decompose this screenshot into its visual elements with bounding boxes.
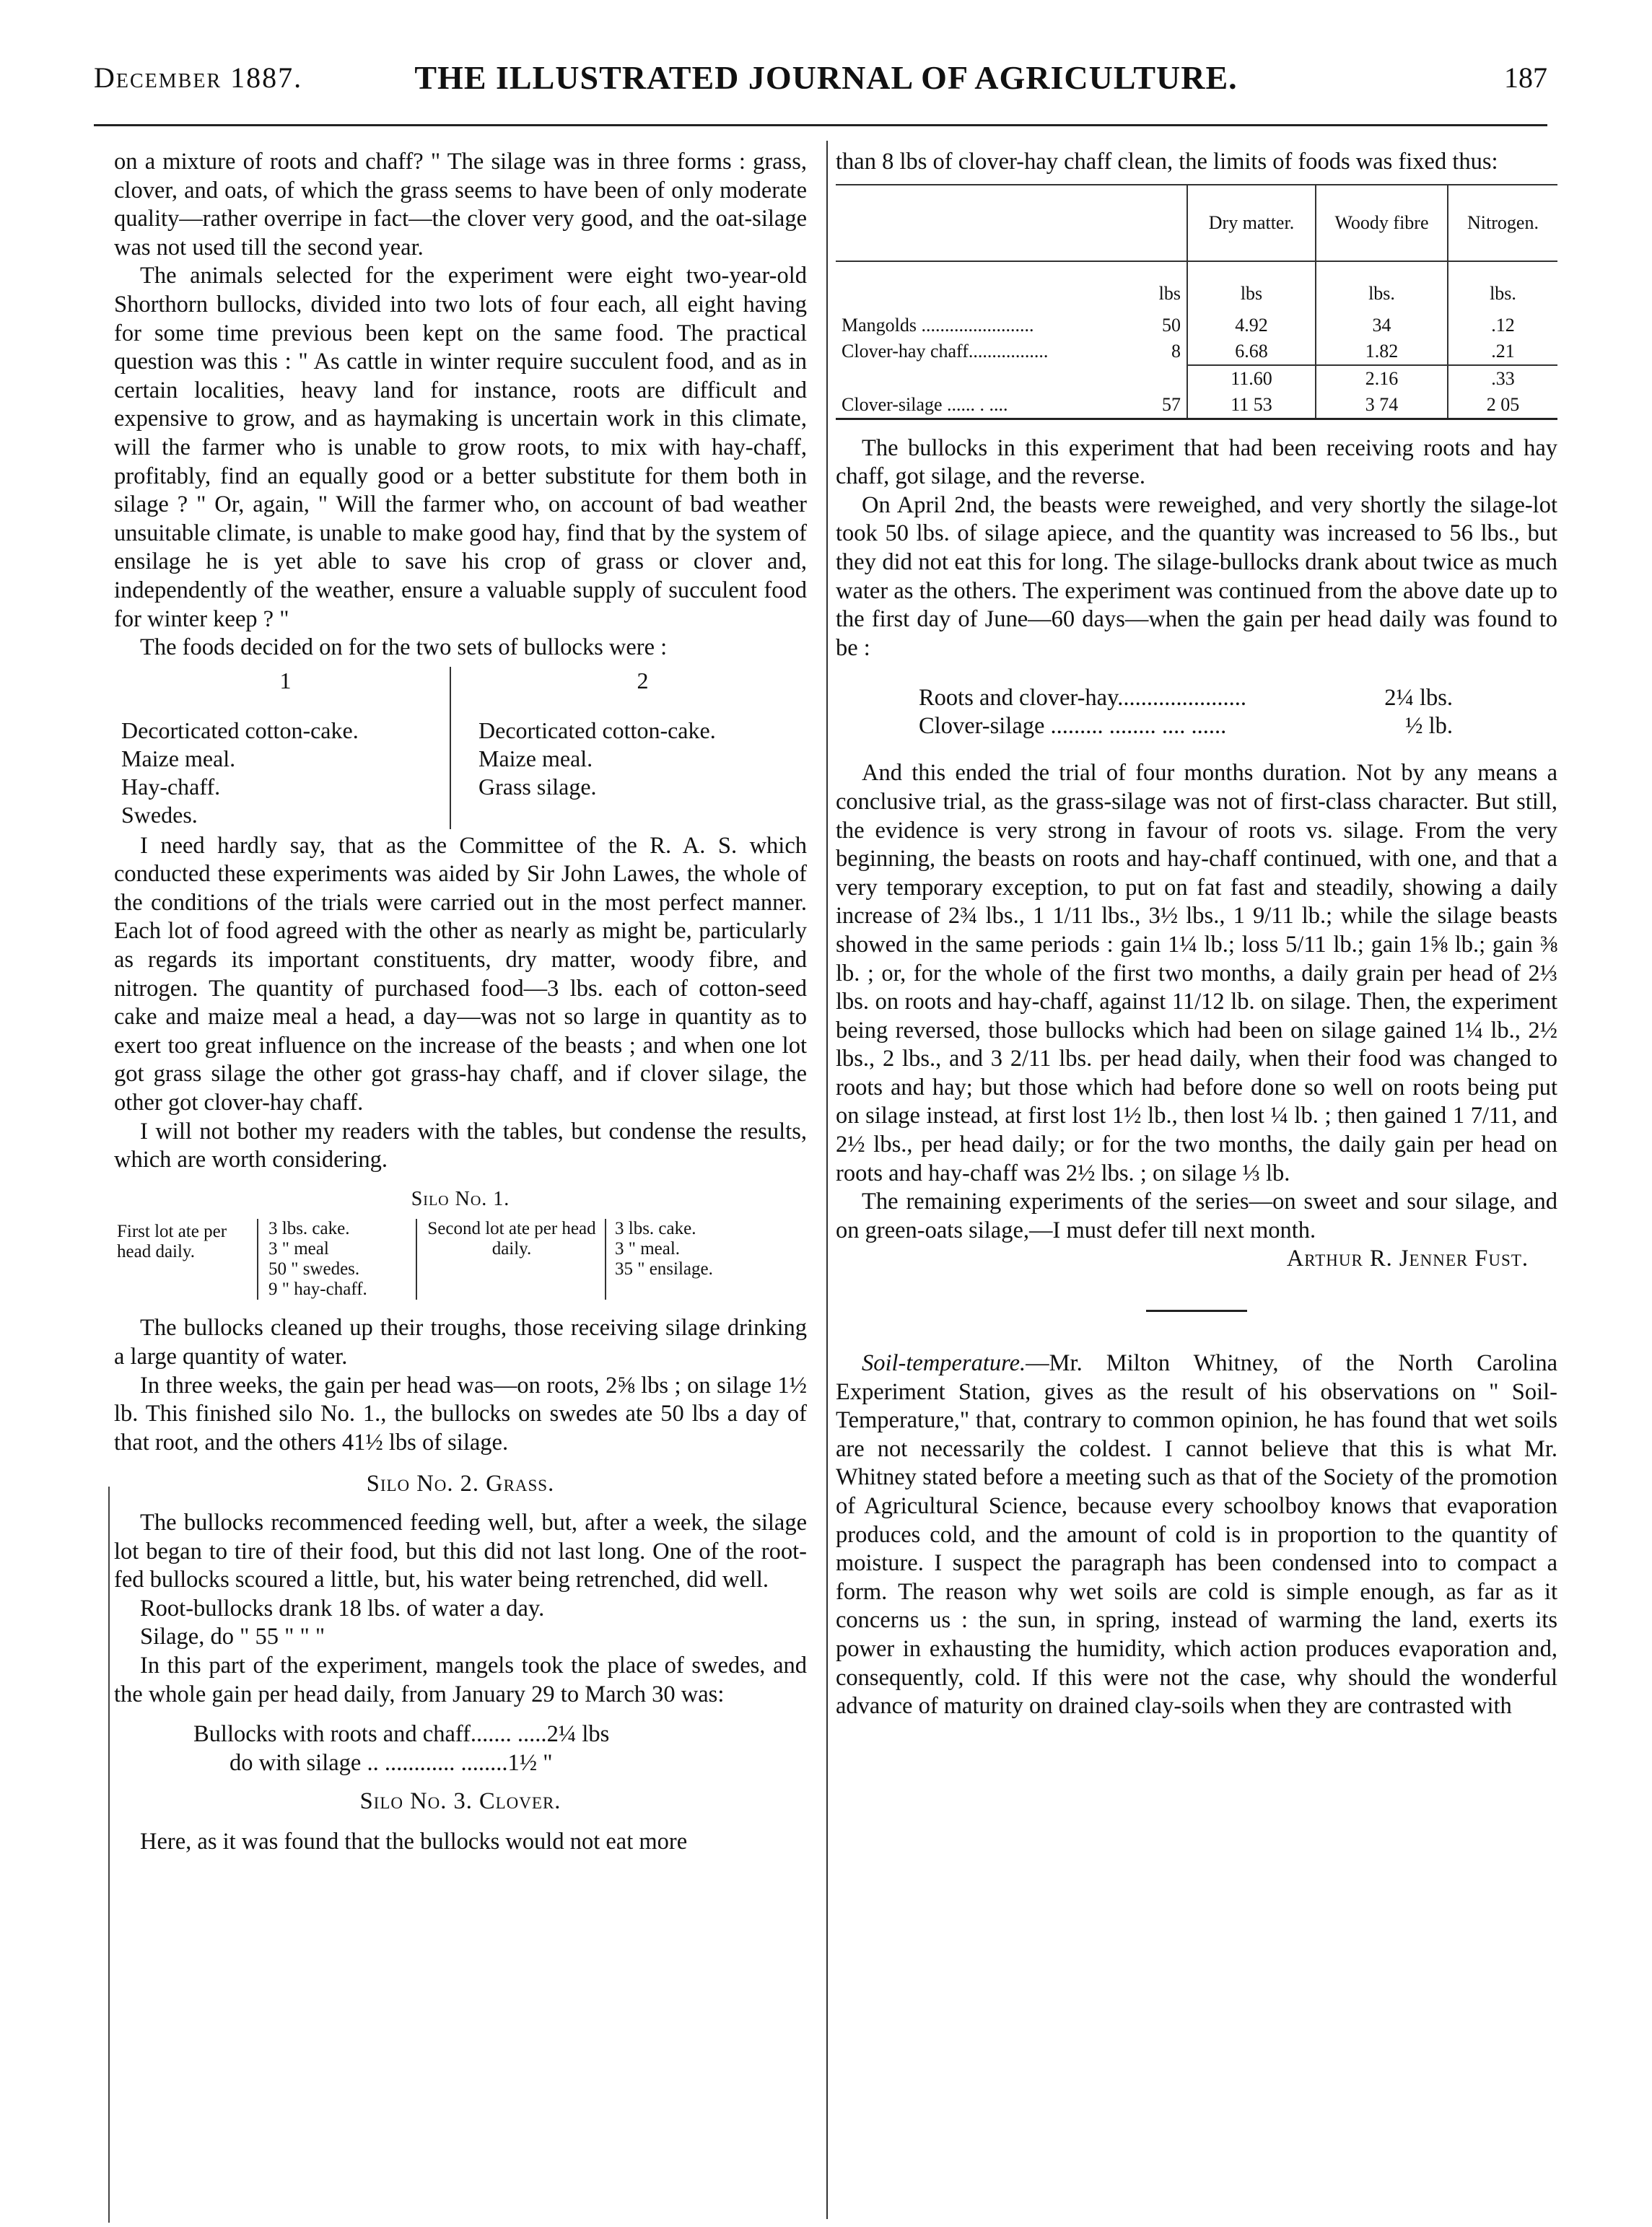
row-label: Clover-hay chaff................. [842,341,1049,362]
table-cell [836,312,1187,338]
food-limits-table [836,184,1557,420]
daily-gain-summary [919,684,1453,740]
paragraph: In this part of the experiment, mangels took the place of swedes, and the whole gain per head daily, from January 29 to March 30 was: [114,1652,807,1707]
gain-value: ½ lb. [1405,713,1453,740]
paragraph: Root-bullocks drank 18 lbs. of water a day. [140,1595,545,1622]
paragraph: Silage, do " 55 " " " [140,1624,325,1650]
paragraph: I will not bother my readers with the tables, but condense the results, which are worth considering. [114,1118,807,1173]
table-cell: .33 [1448,365,1557,392]
food-item: Decorticated cotton-cake. [478,717,716,743]
paragraph: The foods decided on for the two sets of bullocks were : [140,634,668,661]
left-column [114,148,807,1857]
food-item: Hay-chaff. [121,773,221,800]
table-cell: lbs [1187,261,1316,312]
table-cell: 3 74 [1316,392,1448,419]
paragraph: The animals selected for the experiment were eight two-year-old Shorthorn bullocks, divided into two lots of four each, all eight having for some time previous been kept on the same food. The practical question was this : " As cattle in winter require succulent food, and as in certain localities, heavy land for instance, roots are difficult and expensive to grow, and as haymaking is uncertain work in this climate, will the farmer who is unable to grow roots, to mix with hay-chaff, profitably, find an equally good or a better substitute for them both in silage ? " Or, again, " Will the farmer who, on account of bad weather unsuitable climate, is unable to make good hay, find that by the system of ensilage he is yet able to save his crop of grass or clover and, independently of the weather, ensure a valuable supply of succulent food for winter keep ? " [114,263,807,632]
paragraph: The bullocks in this experiment that had been receiving roots and hay chaff, got silage, and the reverse. [836,434,1557,490]
right-column [836,148,1557,1721]
foods-table [114,667,807,829]
ration-item: 9 " hay-chaff. [268,1279,367,1300]
gain-value: 1½ " [507,1749,553,1776]
paragraph [836,1349,1557,1721]
gain-label: do with silage .. ............ ........ [230,1749,508,1776]
gain-value: 2¼ lbs. [1384,685,1453,712]
paragraph-title: Soil-temperature. [862,1350,1026,1377]
paragraph: The remaining experiments of the series—on sweet and sour silage, and on green-oats silage,—I must defer till next month. [836,1189,1557,1243]
gain-label: Clover-silage ......... ........ .... ...... [919,713,1227,740]
foods-column-heading: 1 [279,667,292,694]
table-cell: 11 53 [1187,392,1316,419]
page-number: 187 [1504,61,1547,94]
gain-row [193,1720,807,1749]
paragraph: than 8 lbs of clover-hay chaff clean, the limits of foods was fixed thus: [836,149,1498,175]
section-heading: Silo No. 2. Grass. [366,1471,555,1497]
paragraph: And this ended the trial of four months duration. Not by any means a conclusive trial, as the grass-silage was not of first-class character. But still, the evidence is very strong in favour of roots vs. silage. From the very beginning, the beasts on roots and hay-chaff continued, with one, and that a very temporary exception, to put on fat fast and steadily, showing a daily increase of 2¾ lbs., 1 1/11 lbs., 3½ lbs., 1 9/11 lb.; while the silage beasts showed in the same periods : gain 1¼ lb.; loss 5/11 lb.; gain 1⅝ lb.; gain ⅜ lb. ; or, for the whole of the first two months, a daily grain per head of 2⅓ lbs. on roots and hay-chaff, against 11/12 lb. on silage. Then, the experiment being reversed, those bullocks which had been on silage gained 1¼ lb., 2½ lbs., 2 lbs., and 3 2/11 lbs. per head daily, when their food was changed to roots and hay; but those which had before done so well on roots being put on silage instead, at first lost 1½ lb., then lost ¼ lb. ; then gained 1 7/11, and 2½ lbs., per head daily; or for the two months, the daily gain per head on roots and hay-chaff was 2½ lbs. ; on silage ⅓ lb. [836,760,1557,1186]
table-header-blank [836,185,1187,261]
gain-label: Roots and clover-hay...................... [919,685,1246,712]
paragraph-body: —Mr. Milton Whitney, of the North Carolina Experiment Station, gives as the result of his observations on " Soil-Temperature," that, contrary to common opinion, he has found that wet soils are not necessarily the coldest. I cannot believe that this is what Mr. Whitney stated before a meeting such as that of the Society of the promotion of Agricultural Science, because every schoolboy knows that evaporation produces cold, and the amount of cold is in proportion to the quantity of moisture. I suspect the paragraph has been condensed into to compact a form. The reason why wet soils are cold is simple enough, as far as it concerns us : the sun, in spring, instead of warming the land, exerts its power in exhausting the humidity, which action produces evaporation and, consequently, cold. If this were not the case, why should the wonderful advance of maturity on drained clay-soils when they are contrasted with [836,1350,1557,1720]
table-cell [836,392,1187,419]
table-cell: 4.92 [1187,312,1316,338]
food-item: Grass silage. [478,773,597,800]
ration-item: 3 lbs. cake. [615,1219,696,1239]
table-cell [836,338,1187,365]
section-heading: Silo No. 3. Clover. [359,1788,561,1815]
foods-column-heading: 2 [637,667,649,694]
paragraph: I need hardly say, that as the Committee of the R. A. S. which conducted these experiments was aided by Sir John Lawes, the whole of the conditions of the trials were carried out in the most perfect manner. Each lot of food agreed with the other as nearly as might be, particularly as regards its important constituents, dry matter, woody fibre, and nitrogen. The quantity of purchased food—3 lbs. each of cotton-seed cake and maize meal a head, a day—was not so large in quantity as to exert too great influence on the increase of the beasts ; and when one lot got grass silage the other got grass-hay chaff, and if clover silage, the other got clover-hay chaff. [114,832,807,1116]
table-cell: 1.82 [1316,338,1448,365]
paragraph: Here, as it was found that the bullocks would not eat more [140,1828,688,1855]
foods-column-2 [451,667,807,829]
gain-label: Bullocks with roots and chaff....... ..... [193,1721,547,1748]
ration-item: 35 " ensilage. [615,1259,713,1279]
food-item: Swedes. [121,801,198,828]
table-cell: .21 [1448,338,1557,365]
gain-row [919,684,1453,712]
section-divider [1146,1310,1247,1312]
paragraph: The bullocks cleaned up their troughs, those receiving silage drinking a large quantity of water. [114,1315,807,1370]
table-header: Nitrogen. [1448,185,1557,261]
table-cell [836,365,1187,392]
row-label: Mangolds ........................ [842,314,1034,336]
paragraph: In three weeks, the gain per head was—on roots, 2⅝ lbs ; on silage 1½ lb. This finished silo No. 1., the bullocks on swedes ate 50 lbs a day of that root, and the others 41½ lbs of silage. [114,1372,807,1456]
table-header: Dry matter. [1187,185,1316,261]
table-cell: lbs. [1316,261,1448,312]
gain-summary [193,1720,807,1777]
table-row [836,392,1557,419]
row-qty: 50 [1162,314,1181,336]
row-label: Clover-silage ...... . .... [842,393,1008,415]
ration-item: 3 " meal. [615,1239,681,1259]
table-cell: lbs. [1448,261,1557,312]
first-lot-label: First lot ate per head daily. [117,1222,227,1262]
ration-item: 3 lbs. cake. [268,1219,350,1239]
first-lot-items [257,1219,416,1300]
foods-column-1 [114,667,451,829]
author-signature: Arthur R. Jenner Fust. [1286,1246,1529,1272]
food-item: Maize meal. [478,745,593,771]
header-rule [94,124,1547,126]
paragraph: On April 2nd, the beasts were reweighed, and very shortly the silage-lot took 50 lbs. of silage apiece, and the quantity was increased to 56 lbs., but they did not eat this for long. The silage-bullocks drank about twice as much water as the others. The experiment was continued from the above date up to the first day of June—60 days—when the gain per head daily was found to be : [836,491,1557,661]
journal-title: THE ILLUSTRATED JOURNAL OF AGRICULTURE. [414,59,1238,96]
table-row [836,261,1557,312]
food-item: Decorticated cotton-cake. [121,717,359,743]
table-cell: 11.60 [1187,365,1316,392]
table-cell: 6.68 [1187,338,1316,365]
table-row [836,338,1557,365]
gain-row [193,1749,807,1778]
gain-row [919,712,1453,740]
margin-line [108,1487,110,2223]
table-row [836,365,1557,392]
row-qty: 8 [1171,341,1181,362]
ration-item: 3 " meal [268,1239,329,1259]
table-row [836,312,1557,338]
table-cell: .12 [1448,312,1557,338]
second-lot-label: Second lot ate per head daily. [416,1219,605,1300]
paragraph: The bullocks recommenced feeding well, but, after a week, the silage lot began to tire of their food, but this did not last long. One of the root-fed bullocks scoured a little, but, his water being retrenched, did well. [114,1509,807,1593]
table-cell: lbs [1158,282,1181,304]
second-lot-items [605,1219,791,1300]
column-divider [826,141,828,2219]
table-cell: 34 [1316,312,1448,338]
header-date: December 1887. [94,61,303,94]
food-item: Maize meal. [121,745,236,771]
silo-1-rations [114,1219,807,1300]
table-cell: 2.16 [1316,365,1448,392]
table-header: Woody fibre [1316,185,1448,261]
section-heading: Silo No. 1. [411,1187,510,1210]
paragraph: on a mixture of roots and chaff? " The silage was in three forms : grass, clover, and oats, of which the grass seems to have been of only moderate quality—rather overripe in fact—the clover very good, and the oat-silage was not used till the second year. [114,149,807,261]
row-qty: 57 [1162,393,1181,415]
table-cell: 2 05 [1448,392,1557,419]
ration-item: 50 " swedes. [268,1259,360,1279]
gain-value: 2¼ lbs [546,1721,610,1748]
